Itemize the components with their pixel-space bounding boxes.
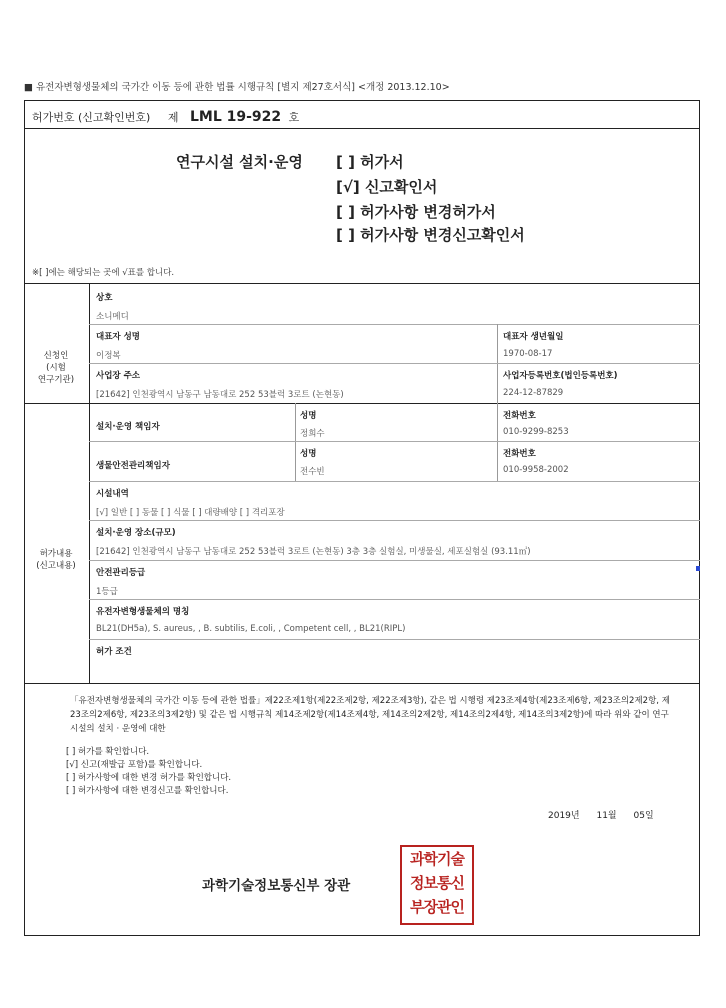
official-seal: 과학기술 정보통신 부장관인 — [400, 845, 474, 925]
permit-number-line — [32, 109, 299, 125]
permit-suffix: 호 — [288, 111, 300, 124]
confirmation-options — [66, 746, 231, 798]
business-number-label: 사업자등록번호(법인등록번호) — [503, 371, 618, 381]
issue-day: 05일 — [633, 811, 654, 821]
confirm-option-change-report: [ ] 허가사항에 대한 변경신고를 확인합니다. — [66, 786, 229, 796]
title-option-change-permit: [ ] 허가사항 변경허가서 — [336, 203, 496, 221]
form-header-note: ■ 유전자변형생물체의 국가간 이동 등에 관한 법률 시행규칙 [별지 제27호서식] <개정 2013.12.10> — [24, 82, 450, 93]
business-number-value: 224-12-87829 — [503, 388, 564, 398]
row-line — [89, 520, 700, 521]
confirm-option-permit: [ ] 허가를 확인합니다. — [66, 747, 150, 757]
column-divider — [89, 283, 90, 683]
checkbox-footnote: ※[ ]에는 해당되는 곳에 √표를 합니다. — [32, 268, 175, 278]
lmo-name-label: 유전자변형생물체의 명칭 — [96, 607, 190, 617]
confirm-option-change-permit: [ ] 허가사항에 대한 변경 허가를 확인합니다. — [66, 773, 232, 783]
manager-phone-label: 전화번호 — [503, 411, 536, 421]
column-divider — [497, 403, 498, 481]
safety-phone-value: 010-9958-2002 — [503, 465, 569, 475]
company-value: 소니메디 — [96, 312, 129, 322]
permit-number: LML 19-922 — [189, 109, 282, 125]
row-line — [89, 560, 700, 561]
divider — [24, 283, 700, 284]
row-line — [89, 441, 700, 442]
company-label: 상호 — [96, 293, 113, 303]
birthdate-label: 대표자 생년월일 — [503, 332, 564, 342]
manager-phone-value: 010-9299-8253 — [503, 427, 569, 437]
divider — [24, 403, 700, 404]
column-divider — [295, 403, 296, 481]
title-option-report: [√] 신고확인서 — [336, 178, 438, 196]
manager-name-label: 성명 — [300, 411, 317, 421]
address-label: 사업장 주소 — [96, 371, 141, 381]
issue-date — [548, 808, 654, 821]
applicant-side-label: 신청인 (시험 연구기관) — [37, 351, 75, 385]
location-label: 설치·운영 장소(규모) — [96, 528, 176, 538]
divider — [24, 128, 700, 129]
safety-grade-value: 1등급 — [96, 587, 118, 597]
row-line — [89, 481, 700, 482]
permit-label: 허가번호 (신고확인번호) — [32, 111, 151, 124]
content-side-label: 허가내용 (신고내용) — [36, 549, 76, 571]
facility-manager-label: 설치·운영 책임자 — [96, 422, 160, 432]
representative-label: 대표자 성명 — [96, 332, 141, 342]
title-option-change-report: [ ] 허가사항 변경신고확인서 — [336, 226, 525, 244]
form-title: 연구시설 설치·운영 — [176, 153, 303, 171]
location-value: [21642] 인천광역시 남동구 남동대로 252 53블럭 3로트 (논현동) 3층 3층 실험실, 미생물실, 세포실험실 (93.11㎡) — [96, 547, 531, 557]
permit-prefix: 제 — [167, 111, 179, 124]
safety-name-value: 전수빈 — [300, 467, 325, 477]
marker-dot — [696, 566, 700, 571]
facility-details-label: 시설내역 — [96, 489, 129, 499]
row-line — [89, 599, 700, 600]
safety-name-label: 성명 — [300, 449, 317, 459]
address-value: [21642] 인천광역시 남동구 남동대로 252 53블럭 3로트 (논현동) — [96, 390, 344, 400]
lmo-name-value: BL21(DH5a), S. aureus, , B. subtilis, E.coli, , Competent cell, , BL21(RIPL) — [96, 624, 406, 634]
issue-year: 2019년 — [548, 811, 580, 821]
biosafety-officer-label: 생물안전관리책임자 — [96, 461, 170, 471]
birthdate-value: 1970-08-17 — [503, 349, 553, 359]
row-line — [89, 324, 700, 325]
facility-details-value: [√] 일반 [ ] 동물 [ ] 식물 [ ] 대량배양 [ ] 격리포장 — [96, 508, 285, 518]
representative-value: 이정복 — [96, 351, 121, 361]
legal-statement: 「유전자변형생물체의 국가간 이동 등에 관한 법률」제22조제1항(제22조제2항, 제22조제3항), 같은 법 시행령 제23조제4항(제23조제6항, 제23조의2제2항, 제23조의2제6항, 제23조의3제2항) 및 같은 법 시행규칙 제14조제2항(제14조제4항, 제14조의2제2항, 제14조의2제4항, 제14조의3제2항)에 따라 위와 같이 연구시설의 설치 · 운영에 대한 — [70, 696, 670, 734]
divider — [24, 683, 700, 684]
safety-grade-label: 안전관리등급 — [96, 568, 146, 578]
row-line — [89, 363, 700, 364]
confirm-option-report: [√] 신고(재발급 포함)를 확인합니다. — [66, 760, 203, 770]
minister-name: 과학기술정보통신부 장관 — [202, 878, 351, 894]
permit-condition-label: 허가 조건 — [96, 647, 132, 657]
manager-name-value: 정희수 — [300, 429, 325, 439]
row-line — [89, 639, 700, 640]
issue-month: 11월 — [596, 811, 617, 821]
safety-phone-label: 전화번호 — [503, 449, 536, 459]
title-option-permit: [ ] 허가서 — [336, 153, 404, 171]
